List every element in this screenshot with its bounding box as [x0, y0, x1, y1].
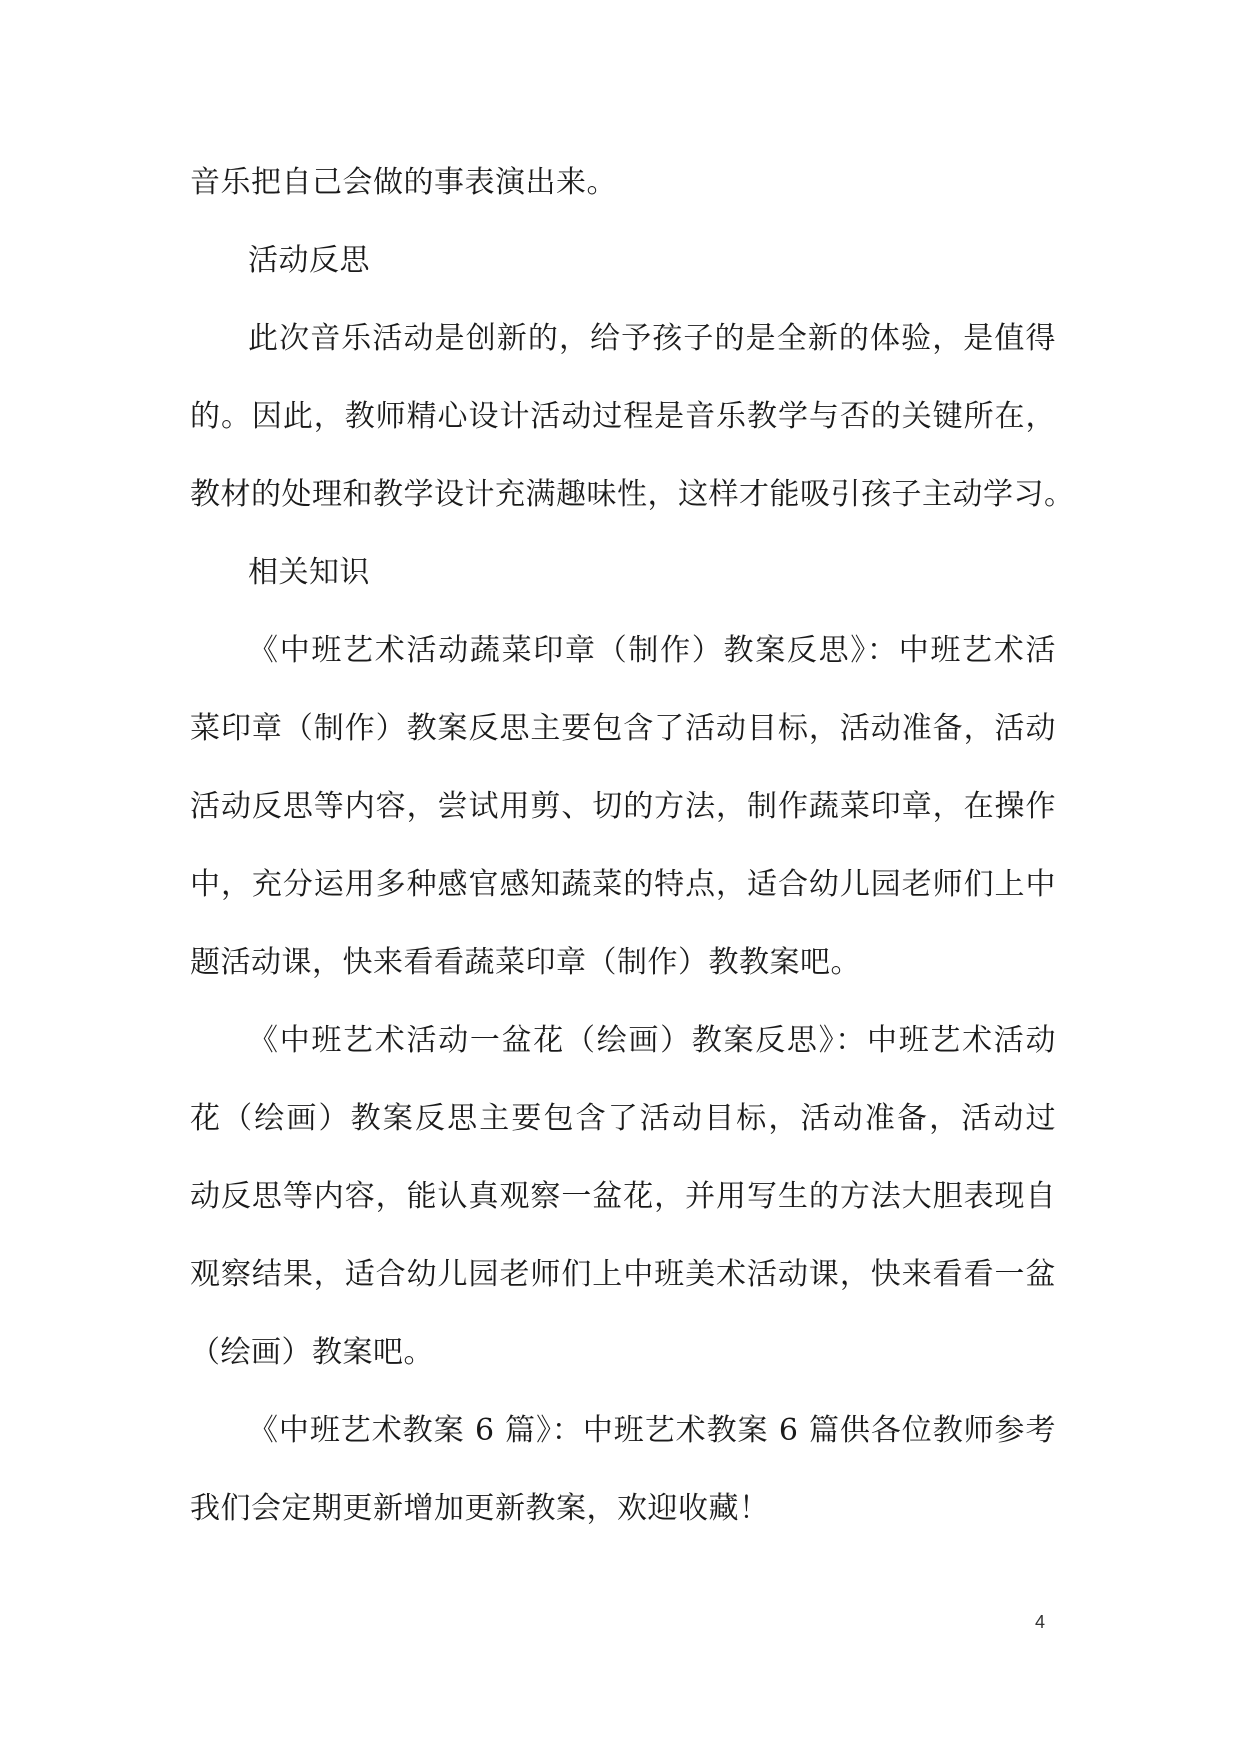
text-line: 活动反思等内容，尝试用剪、切的方法，制作蔬菜印章，在操作 [190, 789, 1056, 824]
text-line: 菜印章（制作）教案反思主要包含了活动目标，活动准备，活动 [190, 711, 1056, 746]
body-text [190, 144, 1075, 1548]
text-line: 《中班艺术活动一盆花（绘画）教案反思》：中班艺术活动 [248, 1023, 1056, 1058]
text-line: 教材的处理和教学设计充满趣味性，这样才能吸引孩子主动学习。 [190, 477, 1075, 512]
text-line: 此次音乐活动是创新的，给予孩子的是全新的体验，是值得 [248, 321, 1056, 356]
text-line: 《中班艺术教案 6 篇》：中班艺术教案 6 篇供各位教师参考 [248, 1413, 1056, 1448]
text-line: （绘画）教案吧。 [190, 1335, 434, 1370]
text-line: 的。因此，教师精心设计活动过程是音乐教学与否的关键所在， [190, 399, 1056, 434]
text-line: 中，充分运用多种感官感知蔬菜的特点，适合幼儿园老师们上中 [190, 867, 1056, 902]
page-number: 4 [1035, 1612, 1046, 1632]
text-line: 相关知识 [248, 555, 370, 590]
text-line: 《中班艺术活动蔬菜印章（制作）教案反思》：中班艺术活 [248, 633, 1056, 668]
text-line: 题活动课，快来看看蔬菜印章（制作）教教案吧。 [190, 945, 861, 980]
text-line: 我们会定期更新增加更新教案，欢迎收藏！ [190, 1491, 770, 1526]
text-line: 观察结果，适合幼儿园老师们上中班美术活动课，快来看看一盆 [190, 1257, 1056, 1292]
text-line: 花（绘画）教案反思主要包含了活动目标，活动准备，活动过 [190, 1101, 1056, 1136]
text-line: 音乐把自己会做的事表演出来。 [190, 165, 617, 200]
text-line: 动反思等内容，能认真观察一盆花，并用写生的方法大胆表现自 [190, 1179, 1056, 1214]
text-line: 活动反思 [248, 243, 370, 278]
